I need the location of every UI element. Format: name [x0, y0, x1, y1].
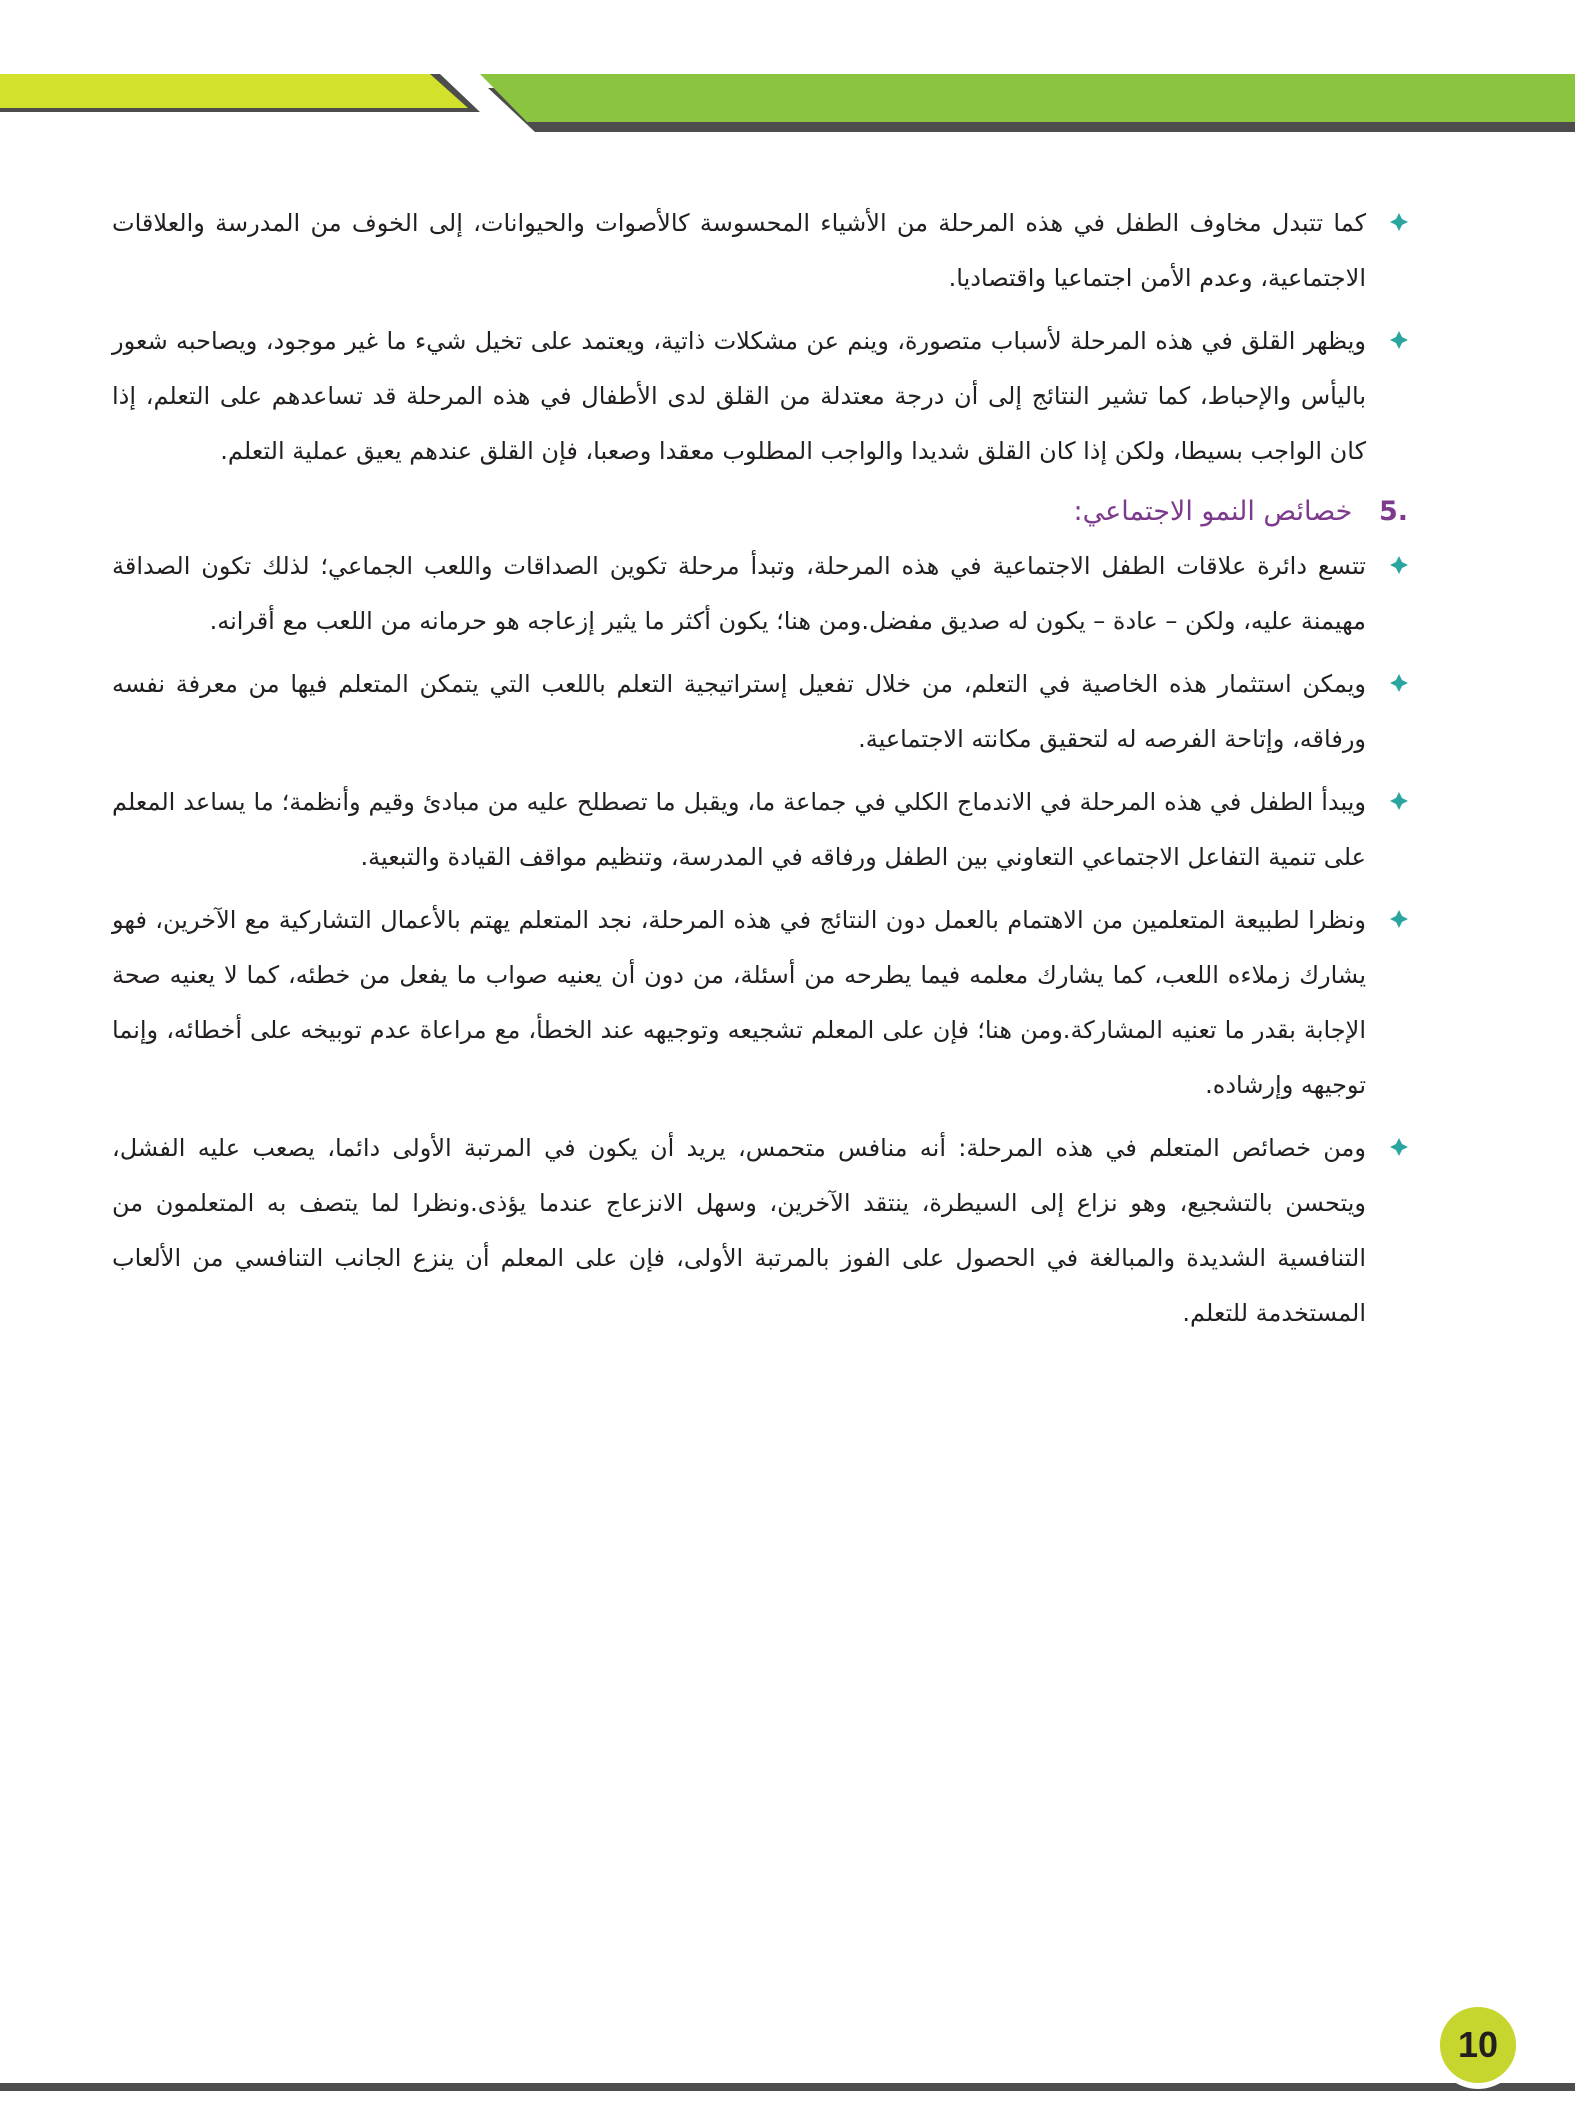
- section-bullet-item: [112, 657, 1408, 767]
- section-number: 5.: [1378, 496, 1408, 527]
- intro-bullet-item: [112, 314, 1408, 479]
- section-bullet-list: [112, 539, 1408, 1341]
- section-bullet-item: [112, 775, 1408, 885]
- bullet-text: ويمكن استثمار هذه الخاصية في التعلم، من خلال تفعيل إستراتيجية التعلم باللعب التي يتمكن المتعلم فيها من معرفة نفسه ورفاقه، وإتاحة الفرصه له لتحقيق مكانته الاجتماعية.: [112, 670, 1366, 753]
- intro-bullet-item: [112, 196, 1408, 306]
- page-content: [112, 196, 1408, 1349]
- page-number-badge: [1434, 2001, 1522, 2089]
- page-number: 10: [1457, 2024, 1499, 2065]
- section-heading: [112, 487, 1408, 537]
- bullet-icon: [1390, 792, 1408, 810]
- bullet-icon: [1390, 556, 1408, 574]
- bullet-icon: [1390, 331, 1408, 349]
- section-bullet-item: [112, 539, 1408, 649]
- section-bullet-item: [112, 893, 1408, 1113]
- footer-rule: [0, 2083, 1575, 2091]
- bullet-text: كما تتبدل مخاوف الطفل في هذه المرحلة من الأشياء المحسوسة كالأصوات والحيوانات، إلى الخوف من المدرسة والعلاقات الاجتماعية، وعدم الأمن اجتماعيا واقتصاديا.: [112, 209, 1366, 292]
- bullet-text: ويظهر القلق في هذه المرحلة لأسباب متصورة، وينم عن مشكلات ذاتية، ويعتمد على تخيل شيء ما غير موجود، ويصاحبه شعور باليأس والإحباط، كما تشير النتائج إلى أن درجة معتدلة من القلق لدى الأطفال في هذه المرحلة قد تساعدهم على التعلم، إذا كان الواجب بسيطا، ولكن إذا كان القلق شديدا والواجب المطلوب معقدا وصعبا، فإن القلق عندهم يعيق عملية التعلم.: [112, 327, 1366, 465]
- bullet-icon: [1390, 910, 1408, 928]
- bullet-icon: [1390, 1138, 1408, 1156]
- header-green-band: [480, 74, 1575, 122]
- header-lime-band: [0, 74, 468, 108]
- section-bullet-item: [112, 1121, 1408, 1341]
- bullet-text: ونظرا لطبيعة المتعلمين من الاهتمام بالعمل دون النتائج في هذه المرحلة، نجد المتعلم يهتم بالأعمال التشاركية مع الآخرين، فهو يشارك زملاءه اللعب، كما يشارك معلمه فيما يطرحه من أسئلة، من دون أن يعنيه صواب ما يفعل من خطئه، كما لا يعنيه صحة الإجابة بقدر ما تعنيه المشاركة.ومن هنا؛ فإن على المعلم تشجيعه وتوجيهه عند الخطأ، مع مراعاة عدم توبيخه على أخطائه، وإنما توجيهه وإرشاده.: [112, 906, 1366, 1099]
- bullet-icon: [1390, 213, 1408, 231]
- intro-bullet-list: [112, 196, 1408, 479]
- header-decor-band: [0, 0, 1575, 140]
- section-title: خصائص النمو الاجتماعي:: [1073, 496, 1353, 527]
- bullet-text: تتسع دائرة علاقات الطفل الاجتماعية في هذه المرحلة، وتبدأ مرحلة تكوين الصداقات واللعب الجماعي؛ لذلك تكون الصداقة مهيمنة عليه، ولكن – عادة – يكون له صديق مفضل.ومن هنا؛ يكون أكثر ما يثير إزعاجه هو حرمانه من اللعب مع أقرانه.: [112, 552, 1366, 635]
- bullet-text: ومن خصائص المتعلم في هذه المرحلة: أنه منافس متحمس، يريد أن يكون في المرتبة الأولى دائما، يصعب عليه الفشل، ويتحسن بالتشجيع، وهو نزاع إلى السيطرة، ينتقد الآخرين، وسهل الانزعاج عندما يؤذى.ونظرا لما يتصف به المتعلمون من التنافسية الشديدة والمبالغة في الحصول على الفوز بالمرتبة الأولى، فإن على المعلم أن ينزع الجانب التنافسي من الألعاب المستخدمة للتعلم.: [112, 1134, 1366, 1327]
- bullet-text: ويبدأ الطفل في هذه المرحلة في الاندماج الكلي في جماعة ما، ويقبل ما تصطلح عليه من مبادئ وقيم وأنظمة؛ ما يساعد المعلم على تنمية التفاعل الاجتماعي التعاوني بين الطفل ورفاقه في المدرسة، وتنظيم مواقف القيادة والتبعية.: [112, 788, 1366, 871]
- bullet-icon: [1390, 674, 1408, 692]
